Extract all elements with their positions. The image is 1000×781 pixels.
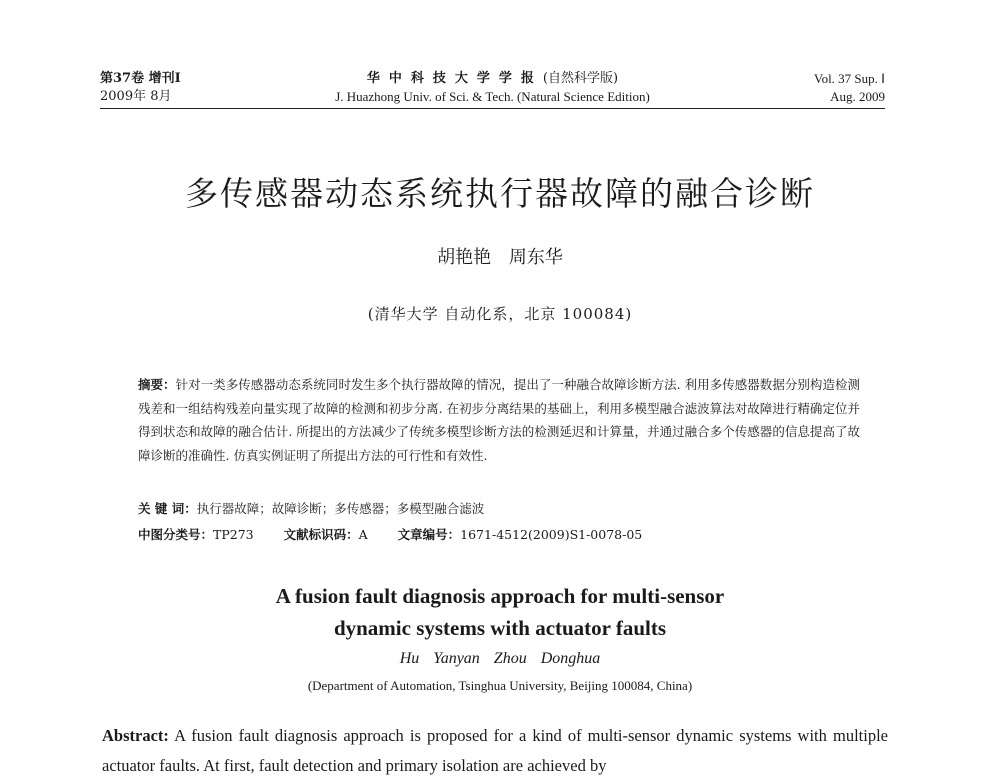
clc-item [138, 527, 254, 542]
keywords-text: 执行器故障；故障诊断；多传感器；多模型融合滤波 [196, 501, 485, 516]
abstract-en-text: A fusion fault diagnosis approach is proposed for a kind of multi-sensor dynamic systems with multiple actuator faults. At first, fault detection and primary isolation are achieved by [102, 726, 888, 775]
clc-label: 中图分类号： [138, 527, 214, 542]
volume-issue-cn: 第37卷 增刊Ⅰ [100, 71, 181, 86]
title-en-line-1: A fusion fault diagnosis approach for multi-sensor [275, 584, 725, 608]
article-number-item [398, 527, 643, 542]
abstract-cn [138, 373, 860, 467]
article-number-label: 文章编号： [397, 527, 461, 542]
journal-name-en: J. Huazhong Univ. of Sci. & Tech. (Natural Science Edition) [335, 89, 650, 104]
doc-code-value: A [358, 527, 368, 542]
abstract-cn-text: 针对一类多传感器动态系统同时发生多个执行器故障的情况，提出了一种融合故障诊断方法. 利用多传感器数据分别构造检测残差和一组结构残差向量实现了故障的检测和初步分离. 在初步分离结果的基础上，利用多模型融合滤波算法对故障进行精确定位并得到状态和故障的融合估计. 所提出的方法减少了传统多模型诊断方法的检测延迟和计算量，并通过融合多个传感器的信息提高了故障诊断的准确性. 仿真实例证明了所提出方法的可行性和有效性. [138, 377, 860, 463]
volume-en: Vol. 37 Sup. Ⅰ [813, 71, 885, 86]
article-number-value: 1671-4512(2009)S1-0078-05 [460, 527, 643, 542]
authors-en: Hu Yanyan Zhou Donghua [399, 650, 601, 667]
title-en-line-2: dynamic systems with actuator faults [333, 616, 667, 640]
doc-code-item [284, 527, 368, 542]
clc-value: TP273 [213, 527, 254, 542]
journal-name-cn [100, 70, 885, 88]
affiliation-cn: (清华大学 自动化系，北京 100084) [367, 305, 633, 323]
keywords-label: 关 键 词： [138, 501, 197, 516]
paper-title-en [0, 580, 1000, 644]
paper-title-cn: 多传感器动态系统执行器故障的融合诊断 [185, 174, 815, 213]
header-right [814, 70, 885, 106]
classification-line [138, 525, 860, 543]
journal-title-cn: 华中科技大学学报 [366, 71, 543, 86]
keywords-cn [138, 499, 860, 517]
abstract-en-label: Abstract: [102, 726, 169, 745]
date-en: Aug. 2009 [830, 89, 885, 104]
header-rule [100, 108, 885, 109]
affiliation-en: (Department of Automation, Tsinghua University, Beijing 100084, China) [307, 678, 693, 693]
authors-cn: 胡艳艳 周东华 [437, 247, 563, 268]
abstract-cn-label: 摘要： [138, 377, 176, 392]
doc-code-label: 文献标识码： [283, 527, 359, 542]
journal-header [100, 70, 885, 112]
journal-edition-cn: (自然科学版) [542, 71, 619, 86]
abstract-en [102, 721, 888, 781]
date-cn: 2009年 8月 [100, 89, 172, 104]
header-center [100, 70, 885, 106]
